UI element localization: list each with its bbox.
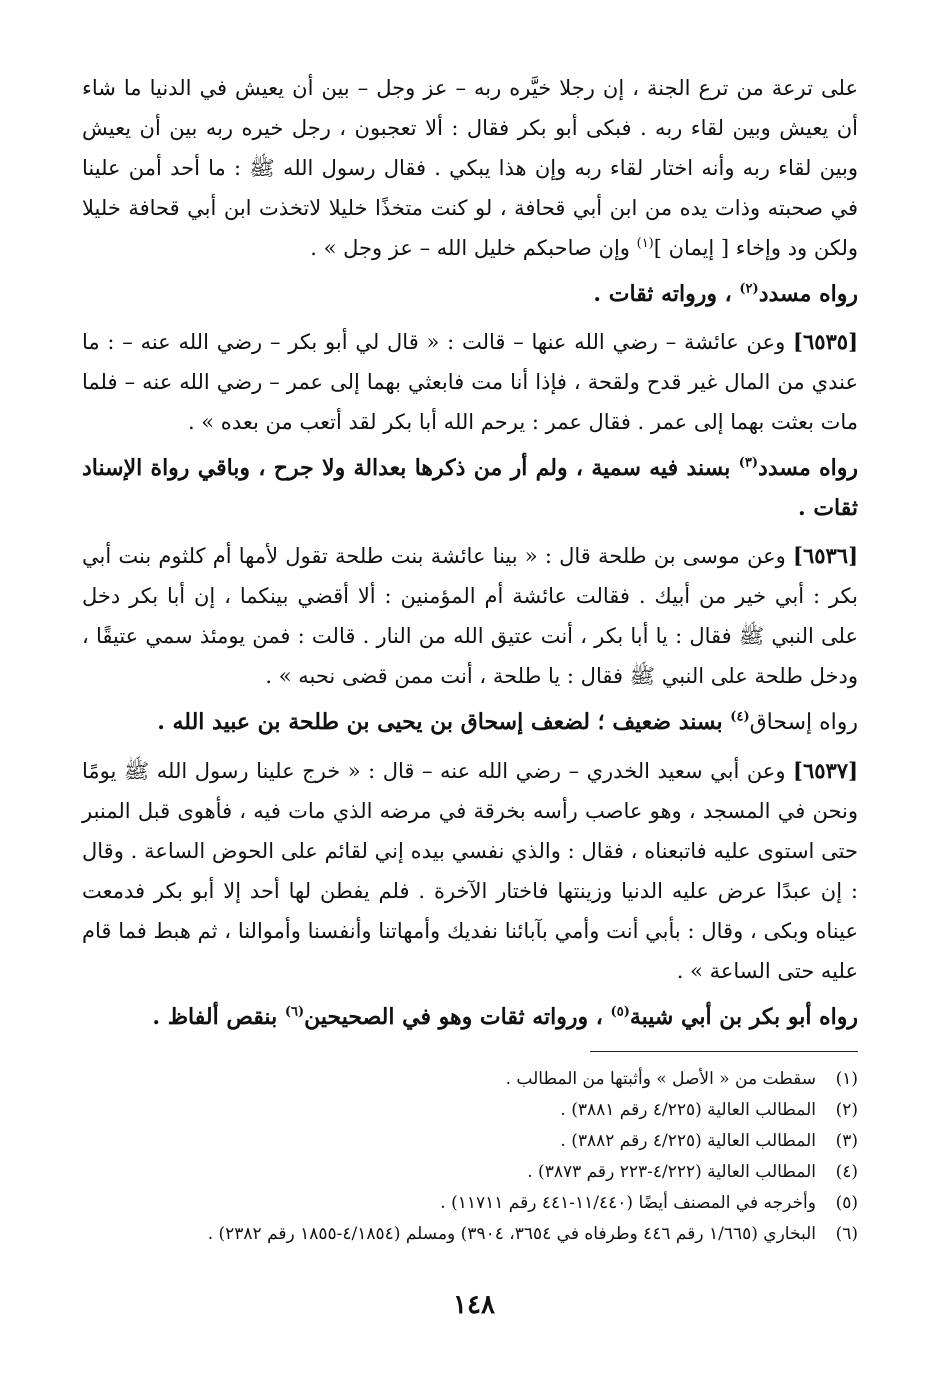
footnote-text: المطالب العالية (٤/٢٢٢-٢٢٣ رقم ٣٨٧٣) . xyxy=(527,1162,816,1182)
footnote-text: سقطت من « الأصل » وأثبتها من المطالب . xyxy=(505,1069,816,1089)
hadith-number: [٦٥٣٥] xyxy=(793,329,858,354)
footnote-text: المطالب العالية (٤/٢٢٥ رقم ٣٨٨١) . xyxy=(560,1100,816,1120)
footnote-ref-5[interactable]: (٥) xyxy=(610,1004,630,1020)
hadith-grade-1 xyxy=(82,274,858,314)
footnote-divider xyxy=(590,1051,858,1052)
hadith-6537 xyxy=(82,751,858,991)
footnote-item xyxy=(82,1219,858,1250)
paragraph-tail: وإن صاحبكم خليل الله – عز وجل » . xyxy=(310,236,637,260)
grade-source: رواه مسدد xyxy=(758,455,859,481)
footnote-ref-6[interactable]: (٦) xyxy=(284,1004,305,1020)
hadith-text: وعن عائشة – رضي الله عنها – قالت : « قال لي أبو بكر – رضي الله عنه – : ما عندي من المال غير قدح ولقحة ، فإذا أنا مت فابعثي بهما إلى عمر – رضي الله عنه – فلما مات بعثت بهما إلى عمر . فقال عمر : يرحم الله أبا بكر لقد أتعب من بعده » . xyxy=(82,330,858,434)
grade-text: بسند فيه سمية ، ولم أر من ذكرها بعدالة ولا جرح ، وباقي رواة الإسناد ثقات . xyxy=(82,455,858,521)
footnote-text: البخاري (١/٦٦٥ رقم ٤٤٦ وطرفاه في ٣٦٥٤، ٣٩٠٤) ومسلم (٤/١٨٥٤-١٨٥٥ رقم ٢٣٨٢) . xyxy=(207,1224,816,1244)
hadith-grade-3 xyxy=(82,702,858,743)
hadith-continuation xyxy=(82,68,858,268)
hadith-6536 xyxy=(82,536,858,696)
footnote-text: المطالب العالية (٤/٢٢٥ رقم ٣٨٨٢) . xyxy=(560,1131,816,1151)
grade-source: رواه مسدد xyxy=(758,281,858,307)
footnote-number: (٤) xyxy=(835,1162,858,1182)
grade-text: بسند ضعيف ؛ لضعف إسحاق بن يحيى بن طلحة بن عبيد الله . xyxy=(157,709,731,735)
hadith-6535 xyxy=(82,322,858,442)
footnote-number: (٥) xyxy=(835,1193,858,1213)
footnote-number: (٣) xyxy=(835,1131,858,1151)
footnote-number: (١) xyxy=(835,1069,858,1089)
footnote-number: (٦) xyxy=(835,1224,858,1244)
page-number: ١٤٨ xyxy=(453,1290,495,1320)
hadith-number: [٦٥٣٦] xyxy=(793,543,858,568)
hadith-grade-2 xyxy=(82,448,858,528)
footnote-ref-1[interactable]: (١) xyxy=(636,236,654,251)
grade-source: رواه أبو بكر بن أبي شيبة xyxy=(629,1004,858,1030)
footnote-item xyxy=(82,1157,858,1188)
footnote-item xyxy=(82,1188,858,1219)
footnote-item xyxy=(82,1095,858,1126)
grade-text-end: بنقص ألفاظ . xyxy=(152,1004,285,1030)
hadith-text: وعن أبي سعيد الخدري – رضي الله عنه – قال : « خرج علينا رسول الله ﷺ يومًا ونحن في المسجد ، وهو عاصب رأسه بخرقة في مرضه الذي مات فيه ، فأهوى قبل المنبر حتى استوى عليه فاتبعناه ، فقال : والذي نفسي بيده إني لقائم على الحوض الساعة . وقال : إن عبدًا عرض عليه الدنيا وزينتها فاختار الآخرة . فلم يفطن لها أحد إلا أبو بكر فدمعت عيناه وبكى ، وقال : بأبي أنت وأمي بآبائنا نفديك وأمهاتنا وأنفسنا وأموالنا ، ثم هبط فما قام عليه حتى الساعة » . xyxy=(82,759,858,983)
footnote-ref-4[interactable]: (٤) xyxy=(730,709,750,725)
footnote-ref-2[interactable]: (٢) xyxy=(739,281,759,297)
footnote-ref-3[interactable]: (٣) xyxy=(738,455,759,471)
hadith-text: وعن موسى بن طلحة قال : « بينا عائشة بنت طلحة تقول لأمها أم كلثوم بنت أبي بكر : أبي خير من أبيك . فقالت عائشة أم المؤمنين : ألا أقضي بينكما ، إن أبا بكر دخل على النبي ﷺ فقال : يا أبا بكر ، أنت عتيق الله من النار . قالت : فمن يومئذ سمي عتيقًا ، ودخل طلحة على النبي ﷺ فقال : يا طلحة ، أنت ممن قضى نحبه » . xyxy=(82,544,859,688)
grade-source: رواه إسحاق xyxy=(749,710,858,735)
footnote-number: (٢) xyxy=(835,1100,858,1120)
footnote-item xyxy=(82,1126,858,1157)
paragraph-text: على ترعة من ترع الجنة ، إن رجلا خيَّره ربه – عز وجل – بين أن يعيش في الدنيا ما شاء أن يعيش وبين لقاء ربه . فبكى أبو بكر فقال : ألا تعجبون ، رجل خيره ربه بين أن يعيش وبين لقاء ربه وأنه اختار لقاء ربه وإن هذا يبكي . فقال رسول الله ﷺ : ما أحد أمن علينا في صحبته وذات يده من ابن أبي قحافة ، لو كنت متخذًا خليلا لاتخذت ابن أبي قحافة خليلا ولكن ود وإخاء [ إيمان ] xyxy=(82,76,858,260)
hadith-grade-4 xyxy=(82,997,858,1037)
footnote-text: وأخرجه في المصنف أيضًا (١١/٤٤٠-٤٤١ رقم ١١٧١١) . xyxy=(440,1193,816,1213)
footnotes xyxy=(82,1064,858,1250)
hadith-number: [٦٥٣٧] xyxy=(793,758,858,783)
grade-text: ، ورواته ثقات . xyxy=(593,281,740,307)
grade-text: ، ورواته ثقات وهو في الصحيحين xyxy=(304,1004,611,1030)
footnote-item xyxy=(82,1064,858,1095)
